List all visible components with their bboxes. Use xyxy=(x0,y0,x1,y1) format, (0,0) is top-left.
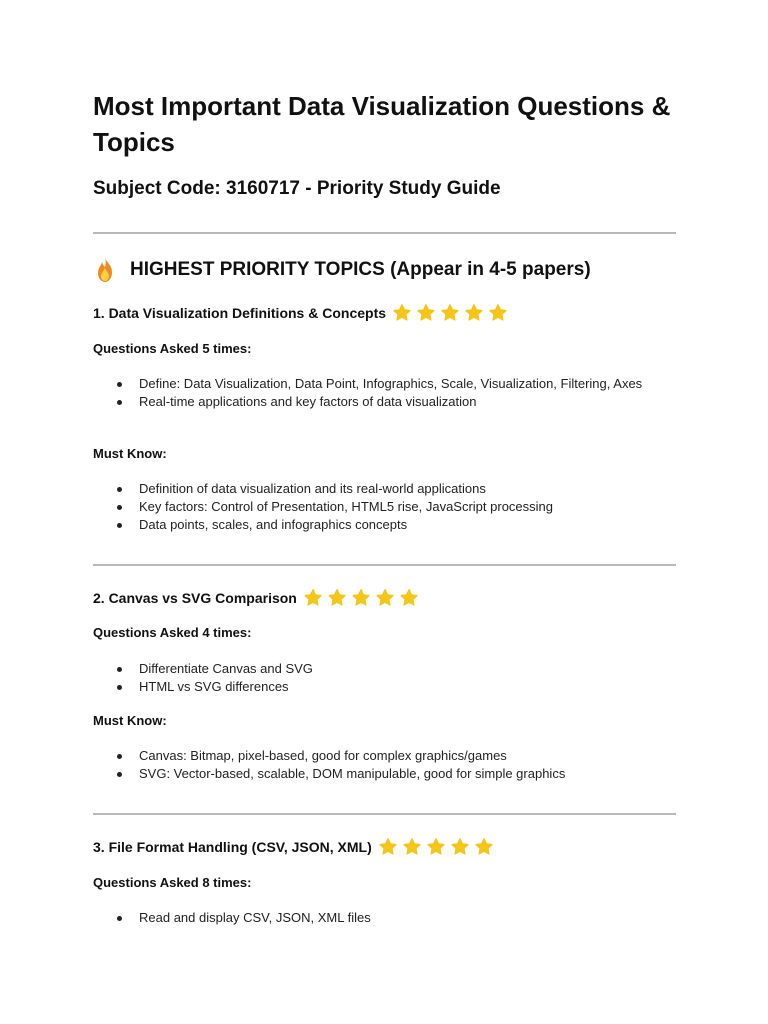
questions-list xyxy=(93,375,653,411)
list-item: HTML vs SVG differences xyxy=(93,678,653,696)
questions-label: Questions Asked 8 times: xyxy=(93,875,252,890)
list-item: Real-time applications and key factors of data visualization xyxy=(93,393,653,411)
list-item: Define: Data Visualization, Data Point, Infographics, Scale, Visualization, Filtering, Axes xyxy=(93,375,653,393)
list-item: Read and display CSV, JSON, XML files xyxy=(93,909,653,927)
star-icon xyxy=(416,303,436,323)
star-icon xyxy=(474,837,494,857)
list-item: Definition of data visualization and its real-world applications xyxy=(93,480,653,498)
star-rating xyxy=(378,837,498,857)
page-title: Most Important Data Visualization Questions & Topics xyxy=(93,91,671,157)
divider xyxy=(93,813,676,815)
topic-heading-text: 2. Canvas vs SVG Comparison xyxy=(93,590,297,606)
divider xyxy=(93,232,676,234)
star-icon xyxy=(488,303,508,323)
must-know-label: Must Know: xyxy=(93,713,167,728)
priority-heading xyxy=(93,256,591,284)
list-item: Canvas: Bitmap, pixel-based, good for complex graphics/games xyxy=(93,747,653,765)
star-icon xyxy=(351,588,371,608)
star-icon xyxy=(392,303,412,323)
star-icon xyxy=(464,303,484,323)
topic-heading xyxy=(93,837,498,857)
questions-list xyxy=(93,660,653,696)
questions-list xyxy=(93,909,653,927)
priority-heading-text: HIGHEST PRIORITY TOPICS (Appear in 4-5 papers) xyxy=(130,259,591,280)
list-item: Data points, scales, and infographics concepts xyxy=(93,516,653,534)
page-subtitle: Subject Code: 3160717 - Priority Study Guide xyxy=(93,178,501,199)
list-item: Key factors: Control of Presentation, HTML5 rise, JavaScript processing xyxy=(93,498,653,516)
topic-heading-text: 3. File Format Handling (CSV, JSON, XML) xyxy=(93,839,372,855)
must-know-list xyxy=(93,480,653,534)
star-icon xyxy=(399,588,419,608)
star-icon xyxy=(426,837,446,857)
star-icon xyxy=(402,837,422,857)
star-rating xyxy=(392,303,512,323)
star-rating xyxy=(303,588,423,608)
star-icon xyxy=(303,588,323,608)
topic-heading xyxy=(93,303,512,323)
star-icon xyxy=(440,303,460,323)
list-item: SVG: Vector-based, scalable, DOM manipulable, good for simple graphics xyxy=(93,765,653,783)
questions-label: Questions Asked 4 times: xyxy=(93,625,252,640)
must-know-list xyxy=(93,747,653,783)
must-know-label: Must Know: xyxy=(93,446,167,461)
star-icon xyxy=(375,588,395,608)
fire-icon xyxy=(93,256,117,284)
topic-heading xyxy=(93,588,423,608)
star-icon xyxy=(450,837,470,857)
star-icon xyxy=(378,837,398,857)
topic-heading-text: 1. Data Visualization Definitions & Concepts xyxy=(93,305,387,321)
questions-label: Questions Asked 5 times: xyxy=(93,341,252,356)
star-icon xyxy=(327,588,347,608)
divider xyxy=(93,564,676,566)
list-item: Differentiate Canvas and SVG xyxy=(93,660,653,678)
